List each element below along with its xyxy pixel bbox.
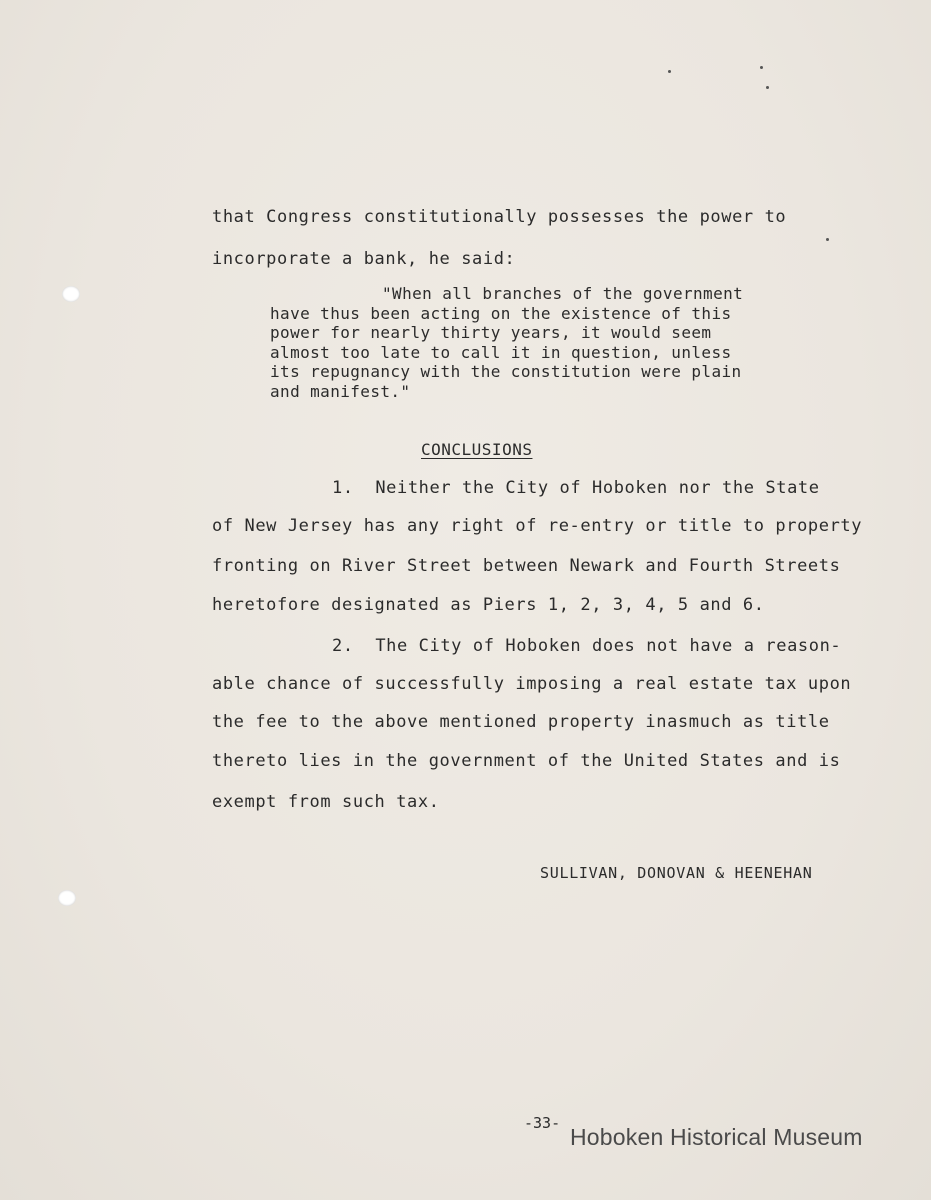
body-line: that Congress constitutionally possesses the power to: [212, 207, 787, 227]
punch-hole-top: [62, 286, 80, 302]
paper-speck: [766, 86, 769, 89]
body-line: incorporate a bank, he said:: [212, 249, 516, 269]
conclusion-line: fronting on River Street between Newark and Fourth Streets: [212, 556, 841, 576]
block-quote: [270, 284, 830, 401]
paper-speck: [760, 66, 763, 69]
paper-speck: [826, 238, 829, 241]
quote-line: have thus been acting on the existence of this: [270, 303, 732, 323]
quote-line: power for nearly thirty years, it would seem: [270, 323, 712, 342]
conclusion-line: 1. Neither the City of Hoboken nor the State: [332, 478, 820, 498]
quote-line: almost too late to call it in question, unless: [270, 342, 732, 362]
conclusion-line: the fee to the above mentioned property inasmuch as title: [212, 712, 830, 732]
quote-line: its repugnancy with the constitution were plain: [270, 362, 742, 381]
museum-watermark: Hoboken Historical Museum: [570, 1124, 863, 1150]
conclusion-line: of New Jersey has any right of re-entry or title to property: [212, 516, 863, 536]
signature-block: SULLIVAN, DONOVAN & HEENEHAN: [540, 864, 813, 882]
section-heading: CONCLUSIONS: [421, 440, 533, 459]
conclusion-line: exempt from such tax.: [212, 792, 440, 812]
conclusion-line: able chance of successfully imposing a real estate tax upon: [212, 674, 852, 694]
page-number: -33-: [524, 1114, 561, 1132]
paper-speck: [668, 70, 671, 73]
conclusion-line: thereto lies in the government of the United States and is: [212, 751, 841, 771]
conclusion-line: heretofore designated as Piers 1, 2, 3, 4, 5 and 6.: [212, 595, 765, 615]
quote-line: "When all branches of the government: [382, 284, 744, 303]
punch-hole-bottom: [58, 890, 76, 906]
conclusion-line: 2. The City of Hoboken does not have a reason-: [332, 636, 842, 656]
quote-line: and manifest.": [270, 381, 411, 401]
